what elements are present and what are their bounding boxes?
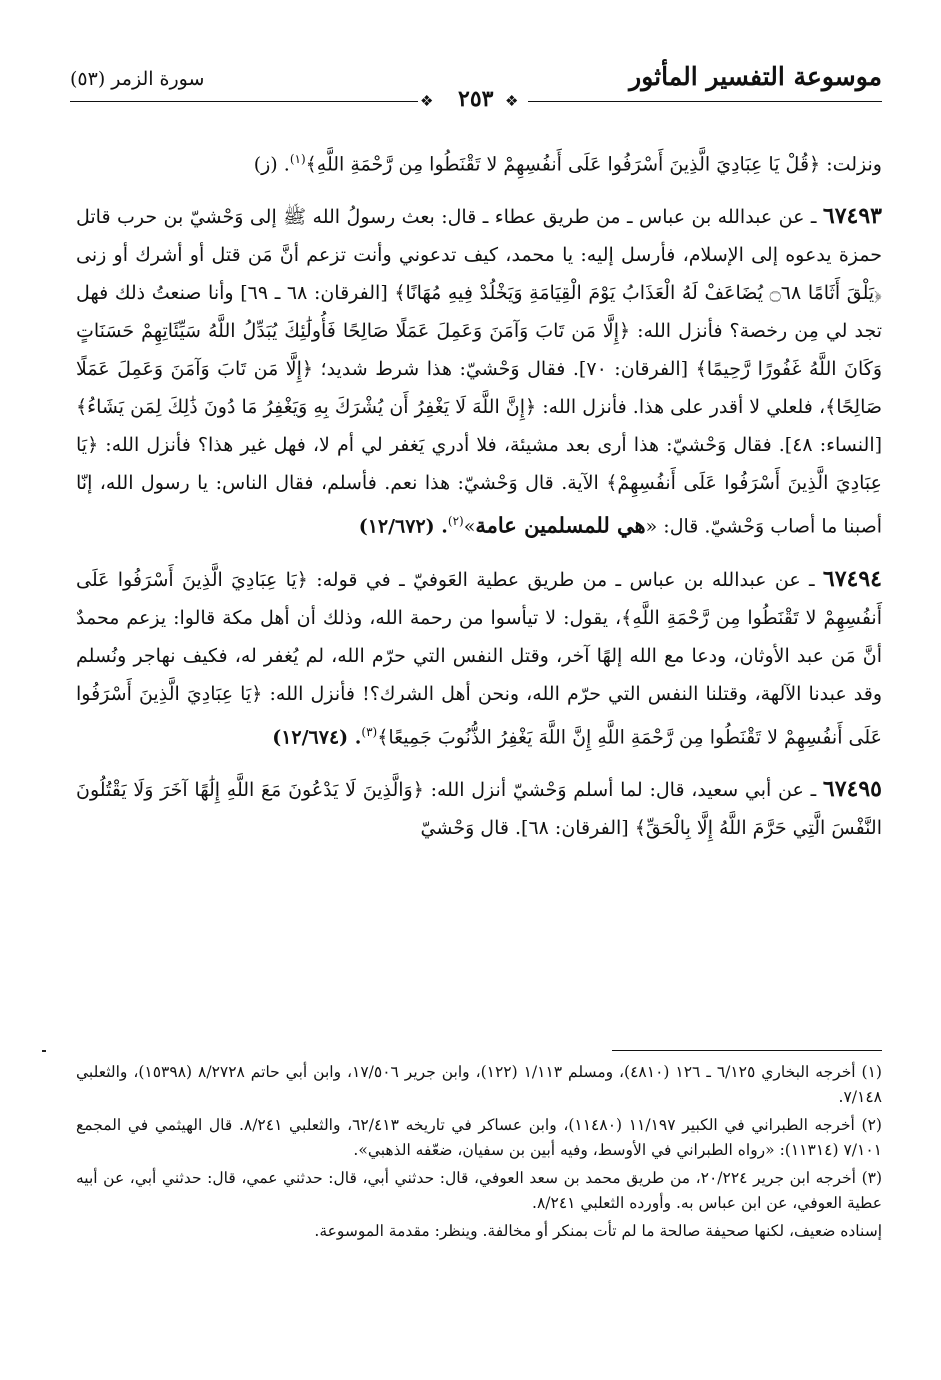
book-title: موسوعة التفسير المأثور [629, 62, 882, 91]
surah-label: سورة الزمر (٥٣) [70, 68, 205, 90]
header-rule-left [70, 101, 418, 102]
narration-paragraph [76, 197, 882, 545]
main-text [76, 140, 882, 861]
intro-tail: . (ز) [253, 153, 290, 176]
page-number: ٢٥٣ [458, 86, 494, 112]
intro-text: ونزلت: ﴿قُلْ يَا عِبَادِيَ الَّذِينَ أَسْرَفُوا عَلَى أَنفُسِهِمْ لا تَقْنَطُوا مِن رَّحْمَةِ اللَّهِ﴾ [305, 153, 882, 176]
footnotes [76, 1060, 882, 1247]
narration-number: ٦٧٤٩٥ [822, 775, 882, 802]
narration-number: ٦٧٤٩٣ [822, 203, 882, 230]
footnote-marker: (٢) [447, 514, 464, 529]
narration-text: ـ عن عبدالله بن عباس ـ من طريق عطية العَوفيّ ـ في قوله: ﴿يَا عِبَادِيَ الَّذِينَ أَسْرَفُوا عَلَى أَنفُسِهِمْ لا تَقْنَطُوا مِن رَّحْمَةِ اللَّهِ﴾، يقول: لا تيأسوا من رحمة الله، وذلك أن أهل مكة قالوا: يزعم محمدٌ أنَّ مَن عبد الأوثان، ودعا مع الله إلهًا آخر، وقتل النفس التي حرّم الله، لم يُغفر له، فكيف نهاجر ونُسلم وقد عبدنا الآلهة، وقتلنا النفس التي حرّم الله، ونحن أهل الشرك؟! فأنزل الله: ﴿يَا عِبَادِيَ الَّذِينَ أَسْرَفُوا عَلَى أَنفُسِهِمْ لا تَقْنَطُوا مِن رَّحْمَةِ اللَّهِ إِنَّ اللَّهَ يَغْفِرُ الذُّنُوبَ جَمِيعًا﴾ [76, 568, 882, 748]
volume-reference: . (١٢/٦٧٤) [272, 725, 362, 748]
footnote-separator [612, 1050, 882, 1051]
footnote: (٣) أخرجه ابن جرير ٢٠/٢٢٤، من طريق محمد بن سعد العوفي، قال: حدثني أبي، قال: حدثني عمي، قال: حدثني أبي، عن أبيه عطية العوفي، عن ابن عباس به. وأورده الثعلبي ٨/٢٤١. [76, 1169, 883, 1212]
ornament-icon: ❖ [505, 92, 519, 110]
footnote: إسناده ضعيف، لكنها صحيفة صالحة ما لم تأت بمنكر أو مخالفة. وينظر: مقدمة الموسوعة. [314, 1222, 882, 1240]
narration-paragraph [76, 770, 882, 847]
volume-reference: . (١٢/٦٧٢) [358, 515, 448, 538]
intro-paragraph [76, 140, 882, 183]
footnote: (٢) أخرجه الطبراني في الكبير ١١/١٩٧ (١١٤٨٠)، وابن عساكر في تاريخه ٦٢/٤١٣، والثعلبي ٨/٢٤١. قال الهيثمي في المجمع ٧/١٠١ (١١٣١٤): «رواه الطبراني في الأوسط، وفيه أبين بن سفيان، ضعّفه الذهبي». [76, 1116, 882, 1159]
quote-close: » [463, 515, 476, 538]
header-rule-right [528, 101, 882, 102]
footnote-marker: (٣) [361, 724, 378, 739]
footnote: (١) أخرجه البخاري ٦/١٢٥ ـ ١٢٦ (٤٨١٠)، ومسلم ١/١١٣ (١٢٢)، وابن جرير ١٧/٥٠٦، وابن أبي حاتم ٨/٢٧٢٨ (١٥٣٩٨)، والثعلبي ٧/١٤٨. [76, 1063, 882, 1106]
narration-number: ٦٧٤٩٤ [822, 565, 882, 592]
narration-text: ـ عن عبدالله بن عباس ـ من طريق عطاء ـ قال: بعث رسولُ الله ﷺ إلى وَحْشيّ بن حرب قاتل حمزة يدعوه إلى الإسلام، فأرسل إليه: يا محمد، كيف تدعوني وأنت تزعم أنَّ مَن قتل أو أشرك أو زنى ﴿يَلْقَ أَثَامًا ۝٦٨ يُضَاعَفْ لَهُ الْعَذَابُ يَوْمَ الْقِيَامَةِ وَيَخْلُدْ فِيهِ مُهَانًا﴾ [الفرقان: ٦٨ ـ ٦٩] وأنا صنعتُ ذلك فهل تجد لي مِن رخصة؟ فأنزل الله: ﴿إِلَّا مَن تَابَ وَآمَنَ وَعَمِلَ عَمَلًا صَالِحًا فَأُولَٰئِكَ يُبَدِّلُ اللَّهُ سَيِّئَاتِهِمْ حَسَنَاتٍ وَكَانَ اللَّهُ غَفُورًا رَّحِيمًا﴾ [الفرقان: ٧٠]. فقال وَحْشيّ: هذا شرط شديد؛ ﴿إِلَّا مَن تَابَ وَآمَنَ وَعَمِلَ عَمَلًا صَالِحًا﴾، فلعلي لا أقدر على هذا. فأنزل الله: ﴿إِنَّ اللَّهَ لَا يَغْفِرُ أَن يُشْرَكَ بِهِ وَيَغْفِرُ مَا دُونَ ذَٰلِكَ لِمَن يَشَاءُ﴾ [النساء: ٤٨]. فقال وَحْشيّ: هذا أرى بعد مشيئة، فلا أدري يَغفر لي أم لا، فهل غير هذا؟ فأنزل الله: ﴿يَا عِبَادِيَ الَّذِينَ أَسْرَفُوا عَلَى أَنفُسِهِمْ﴾ الآية. قال وَحْشيّ: هذا نعم. فأسلم، فقال الناس: يا رسول الله، إنّا أصبنا ما أصاب وَحْشيّ. قال: « [76, 206, 883, 538]
bold-quote: هي للمسلمين عامة [475, 512, 646, 538]
footnote-marker: (١) [289, 152, 306, 166]
margin-mark [42, 1050, 46, 1052]
narration-text: ـ عن أبي سعيد، قال: لما أسلم وَحْشيّ أنزل الله: ﴿وَالَّذِينَ لَا يَدْعُونَ مَعَ اللَّهِ إِلَٰهًا آخَرَ وَلَا يَقْتُلُونَ النَّفْسَ الَّتِي حَرَّمَ اللَّهُ إِلَّا بِالْحَقِّ﴾ [الفرقان: ٦٨]. قال وَحْشيّ [76, 778, 882, 839]
narration-paragraph [76, 560, 882, 756]
ornament-icon: ❖ [420, 92, 434, 110]
